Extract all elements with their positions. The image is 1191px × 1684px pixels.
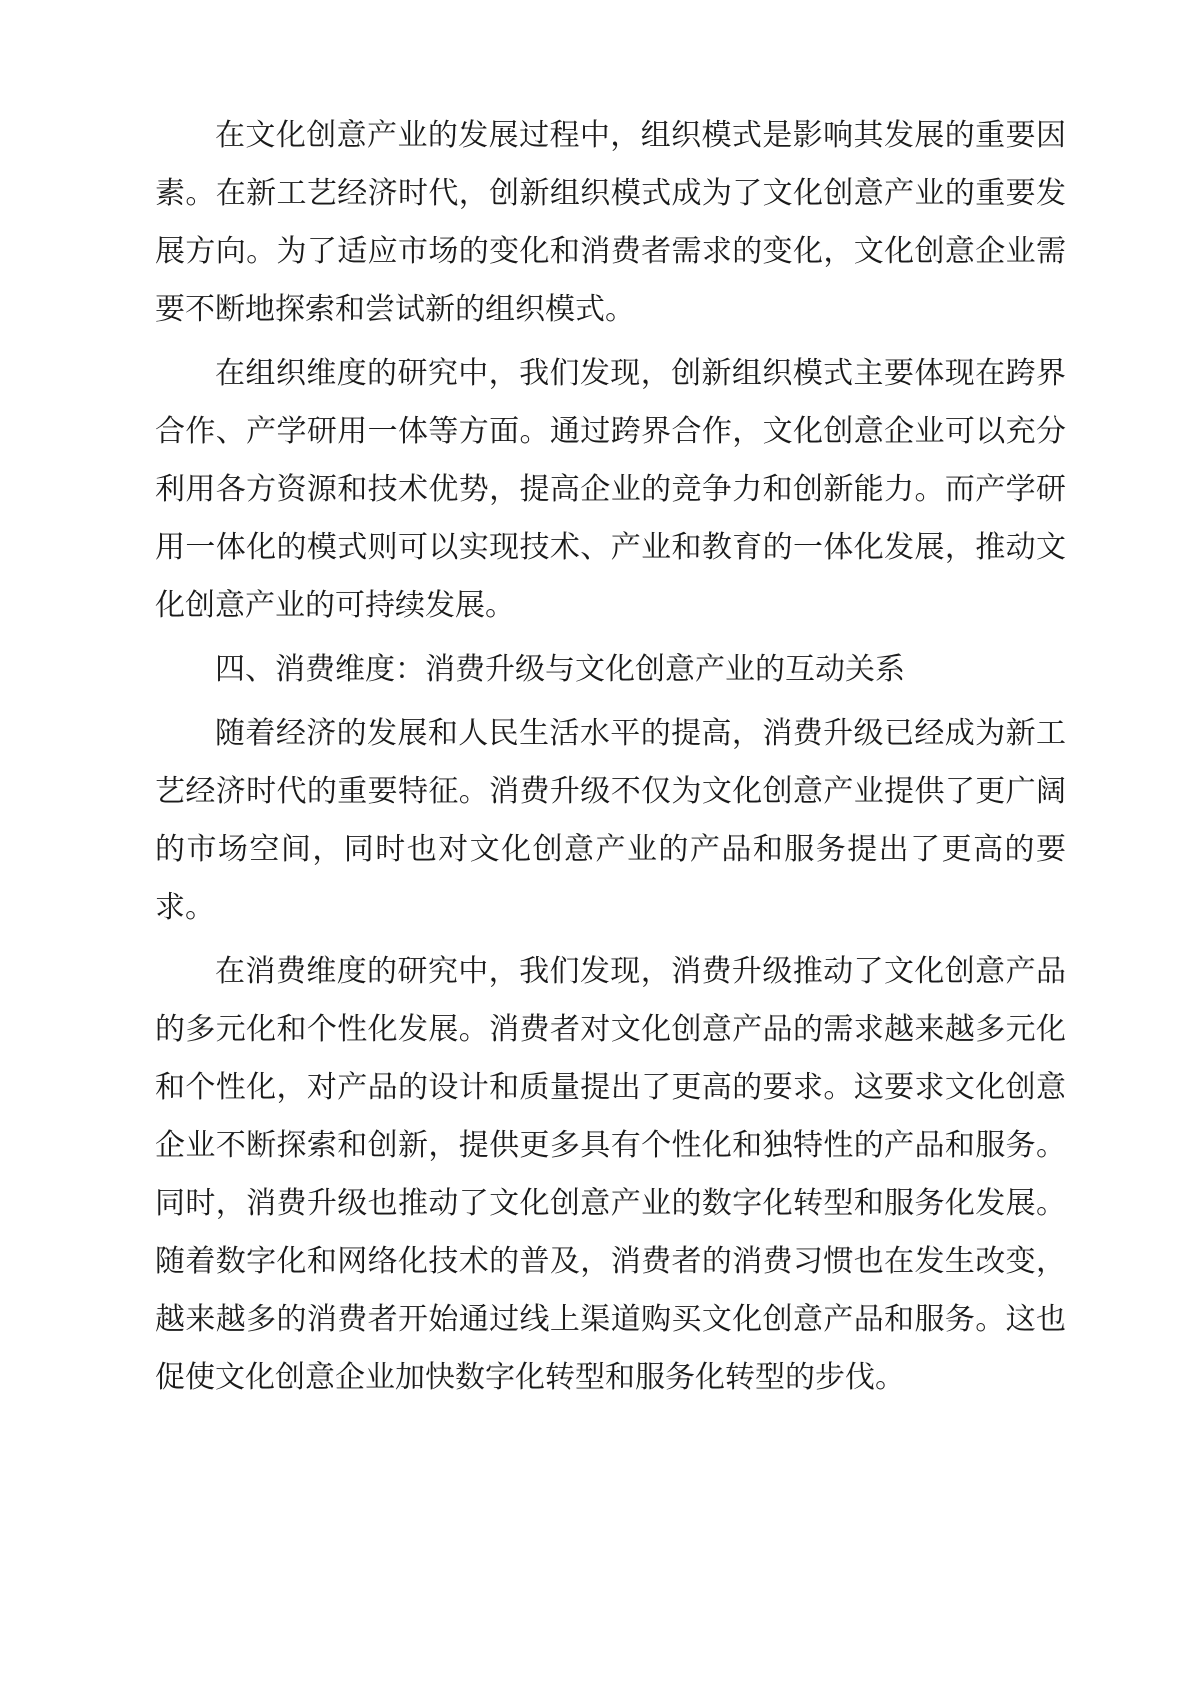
paragraph-organization-mode: 在文化创意产业的发展过程中，组织模式是影响其发展的重要因素。在新工艺经济时代，创新组织模式成为了文化创意产业的重要发展方向。为了适应市场的变化和消费者需求的变化，文化创意企业需要不断地探索和尝试新的组织模式。 <box>155 118 1066 327</box>
paragraph-consumption-upgrade: 随着经济的发展和人民生活水平的提高，消费升级已经成为新工艺经济时代的重要特征。消费升级不仅为文化创意产业提供了更广阔的市场空间，同时也对文化创意产业的产品和服务提出了更高的要求。 <box>155 716 1066 925</box>
document-body <box>155 107 1066 1407</box>
section-heading-consumption: 四、消费维度：消费升级与文化创意产业的互动关系 <box>215 652 905 687</box>
paragraph-organization-research: 在组织维度的研究中，我们发现，创新组织模式主要体现在跨界合作、产学研用一体等方面。通过跨界合作，文化创意企业可以充分利用各方资源和技术优势，提高企业的竞争力和创新能力。而产学研用一体化的模式则可以实现技术、产业和教育的一体化发展，推动文化创意产业的可持续发展。 <box>155 356 1066 623</box>
paragraph-consumption-research: 在消费维度的研究中，我们发现，消费升级推动了文化创意产品的多元化和个性化发展。消费者对文化创意产品的需求越来越多元化和个性化，对产品的设计和质量提出了更高的要求。这要求文化创意企业不断探索和创新，提供更多具有个性化和独特性的产品和服务。同时，消费升级也推动了文化创意产业的数字化转型和服务化发展。随着数字化和网络化技术的普及，消费者的消费习惯也在发生改变，越来越多的消费者开始通过线上渠道购买文化创意产品和服务。这也促使文化创意企业加快数字化转型和服务化转型的步伐。 <box>155 954 1066 1395</box>
